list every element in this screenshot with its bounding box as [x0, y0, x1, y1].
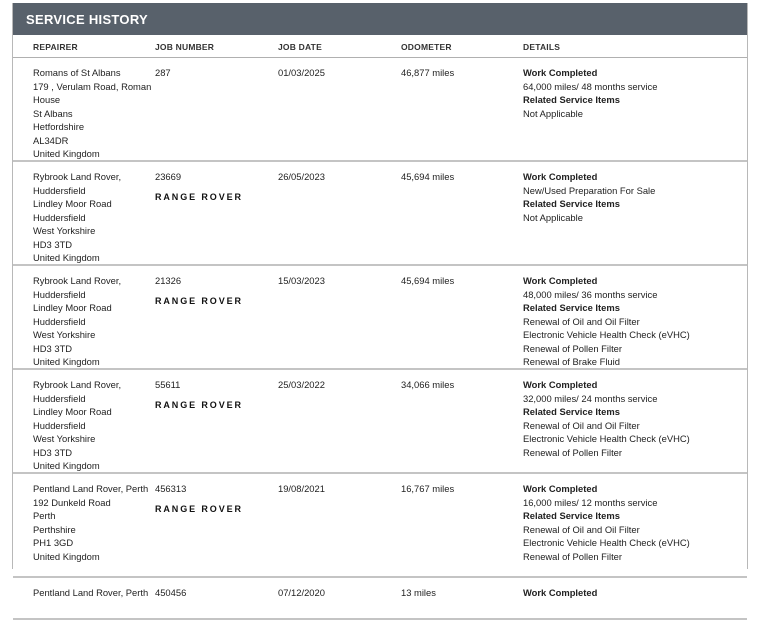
repairer-address-line: AL34DR [33, 134, 69, 146]
work-completed-label: Work Completed [523, 171, 598, 182]
repairer-address-line: Huddersfield [33, 392, 86, 404]
table-row [13, 266, 747, 370]
repairer-address-line: Pentland Land Rover, Perth [33, 587, 149, 598]
details-cell [523, 66, 745, 120]
work-completed-label: Work Completed [523, 379, 598, 390]
odometer-cell [401, 586, 511, 600]
repairer-address-line: United Kingdom [33, 460, 100, 471]
table-row [13, 162, 747, 266]
job-date: 25/03/2022 [278, 379, 325, 390]
related-service-item: Not Applicable [523, 107, 583, 119]
repairer-address-line: United Kingdom [33, 252, 100, 263]
table-row [13, 578, 747, 620]
repairer-address-line: HD3 3TD [33, 238, 73, 250]
repairer-address-line: Rybrook Land Rover, [33, 275, 122, 286]
repairer-address-line: 179 , Verulam Road, Roman [33, 80, 152, 92]
related-service-item: Renewal of Oil and Oil Filter [523, 315, 640, 327]
related-service-item: Renewal of Pollen Filter [523, 446, 623, 458]
column-header-details: DETAILS [523, 42, 561, 52]
column-header-job-number: JOB NUMBER [155, 42, 215, 52]
related-service-item: Renewal of Pollen Filter [523, 342, 623, 354]
details-cell [523, 274, 745, 369]
column-header-odometer: ODOMETER [401, 42, 452, 52]
repairer-address-line: Lindley Moor Road [33, 406, 112, 417]
job-date: 15/03/2023 [278, 275, 325, 286]
repairer-address-line: Huddersfield [33, 288, 86, 300]
table-row [13, 474, 747, 578]
job-date-cell [278, 66, 388, 80]
job-date: 01/03/2025 [278, 67, 325, 78]
related-service-item: Electronic Vehicle Health Check (eVHC) [523, 433, 690, 444]
related-service-item: Electronic Vehicle Health Check (eVHC) [523, 537, 690, 548]
column-header-job-date: JOB DATE [278, 42, 322, 52]
repairer-address-line: Perthshire [33, 523, 76, 535]
related-items-label: Related Service Items [523, 406, 620, 417]
details-cell [523, 170, 745, 224]
repairer-address-line: Perth [33, 510, 56, 521]
odometer-cell [401, 482, 511, 496]
work-completed-item: 64,000 miles/ 48 months service [523, 80, 658, 92]
repairer-address-line: West Yorkshire [33, 329, 96, 340]
job-number: 450456 [155, 587, 187, 598]
section-title: SERVICE HISTORY [13, 3, 747, 35]
repairer-address-line: Huddersfield [33, 211, 86, 223]
repairer-address-line: Rybrook Land Rover, [33, 171, 122, 182]
related-service-item: Renewal of Oil and Oil Filter [523, 419, 640, 431]
work-completed-label: Work Completed [523, 587, 598, 598]
repairer-cell [33, 378, 153, 473]
related-items-label: Related Service Items [523, 302, 620, 313]
job-number-cell [155, 378, 265, 412]
repairer-address-line: Pentland Land Rover, Perth [33, 483, 149, 494]
repairer-cell [33, 66, 153, 161]
table-row [13, 58, 747, 162]
repairer-address-line: Romans of St Albans [33, 67, 121, 78]
related-service-item: Renewal of Oil and Oil Filter [523, 523, 640, 535]
repairer-address-line: United Kingdom [33, 550, 100, 562]
column-header-repairer: REPAIRER [33, 42, 78, 52]
range-rover-logo: RANGE ROVER [155, 399, 243, 410]
odometer-cell [401, 274, 511, 288]
job-date-cell [278, 170, 388, 184]
details-cell [523, 378, 745, 459]
related-service-item: Not Applicable [523, 211, 583, 223]
table-body [13, 58, 747, 620]
repairer-address-line: West Yorkshire [33, 433, 96, 444]
work-completed-item: 32,000 miles/ 24 months service [523, 392, 658, 404]
job-date: 26/05/2023 [278, 171, 325, 182]
repairer-address-line: PH1 3GD [33, 537, 74, 548]
work-completed-item: 48,000 miles/ 36 months service [523, 288, 658, 300]
work-completed-label: Work Completed [523, 275, 598, 286]
job-number: 21326 [155, 275, 182, 286]
details-cell [523, 586, 745, 600]
repairer-address-line: West Yorkshire [33, 225, 96, 236]
table-header [13, 35, 747, 58]
odometer-reading: 46,877 miles [401, 67, 455, 78]
job-number-cell [155, 274, 265, 308]
job-number: 456313 [155, 483, 187, 494]
repairer-address-line: Huddersfield [33, 315, 86, 327]
details-cell [523, 482, 745, 563]
work-completed-label: Work Completed [523, 67, 598, 78]
odometer-reading: 34,066 miles [401, 379, 455, 390]
range-rover-logo: RANGE ROVER [155, 295, 243, 306]
odometer-cell [401, 66, 511, 80]
job-number: 23669 [155, 171, 182, 182]
job-number-cell [155, 586, 265, 600]
repairer-address-line: Hetfordshire [33, 121, 85, 132]
job-number: 55611 [155, 379, 181, 390]
repairer-address-line: United Kingdom [33, 148, 100, 159]
repairer-cell [33, 586, 153, 600]
service-history-panel [12, 3, 748, 598]
repairer-address-line: Lindley Moor Road [33, 198, 112, 209]
table-row [13, 370, 747, 474]
related-items-label: Related Service Items [523, 198, 620, 209]
job-number-cell [155, 66, 265, 80]
repairer-cell [33, 170, 153, 265]
repairer-address-line: 192 Dunkeld Road [33, 496, 111, 508]
work-completed-item: 16,000 miles/ 12 months service [523, 496, 658, 508]
odometer-cell [401, 378, 511, 392]
repairer-address-line: Huddersfield [33, 419, 86, 431]
related-service-item: Electronic Vehicle Health Check (eVHC) [523, 329, 690, 340]
related-items-label: Related Service Items [523, 94, 620, 105]
repairer-address-line: St Albans [33, 107, 73, 119]
job-number-cell [155, 170, 265, 204]
odometer-reading: 45,694 miles [401, 171, 455, 182]
odometer-reading: 13 miles [401, 587, 436, 598]
odometer-cell [401, 170, 511, 184]
repairer-address-line: Rybrook Land Rover, [33, 379, 122, 390]
job-number-cell [155, 482, 265, 516]
range-rover-logo: RANGE ROVER [155, 191, 243, 202]
odometer-reading: 16,767 miles [401, 483, 455, 494]
related-items-label: Related Service Items [523, 510, 620, 521]
work-completed-item: New/Used Preparation For Sale [523, 184, 656, 196]
range-rover-logo: RANGE ROVER [155, 503, 243, 514]
job-date-cell [278, 482, 388, 496]
repairer-address-line: HD3 3TD [33, 342, 73, 354]
repairer-cell [33, 274, 153, 369]
odometer-reading: 45,694 miles [401, 275, 455, 286]
job-date: 07/12/2020 [278, 587, 325, 598]
repairer-address-line: Lindley Moor Road [33, 302, 112, 313]
job-number: 287 [155, 67, 171, 78]
work-completed-label: Work Completed [523, 483, 598, 494]
repairer-address-line: HD3 3TD [33, 446, 73, 458]
repairer-address-line: Huddersfield [33, 184, 86, 196]
related-service-item: Renewal of Brake Fluid [523, 356, 620, 367]
related-service-item: Renewal of Pollen Filter [523, 550, 623, 562]
repairer-address-line: House [33, 94, 61, 105]
repairer-address-line: United Kingdom [33, 356, 100, 367]
job-date-cell [278, 586, 388, 600]
job-date-cell [278, 274, 388, 288]
job-date: 19/08/2021 [278, 483, 325, 494]
repairer-cell [33, 482, 153, 563]
job-date-cell [278, 378, 388, 392]
